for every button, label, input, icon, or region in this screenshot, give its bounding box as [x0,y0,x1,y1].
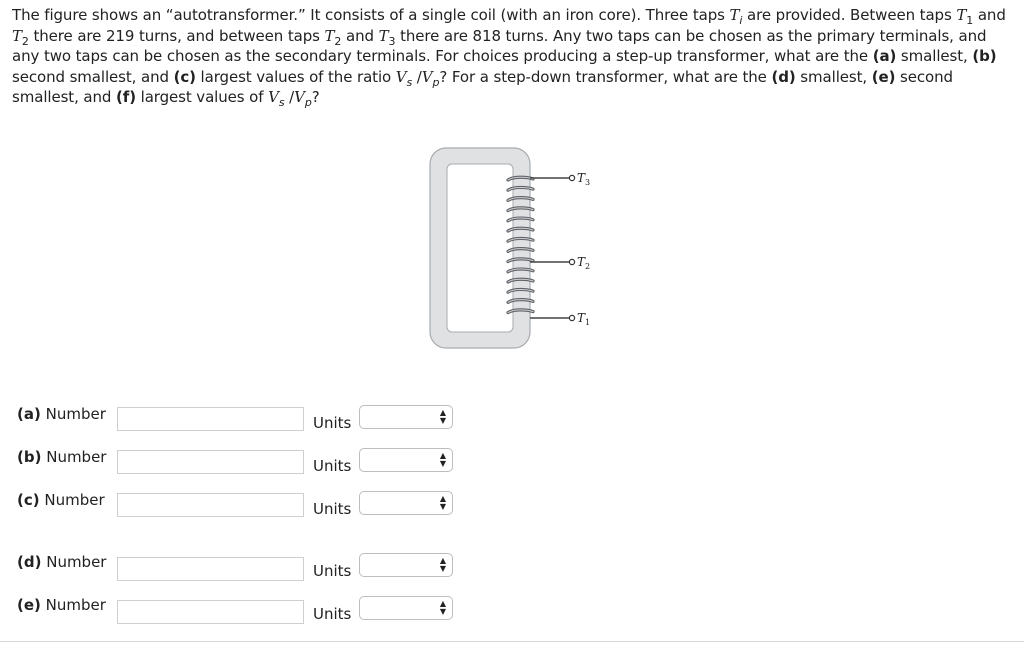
number-input[interactable] [117,493,304,517]
answer-label: (c) Number [17,491,105,509]
autotransformer-figure [420,140,610,355]
units-label: Units [313,414,352,432]
tap-label-t3: $T_3$ [577,171,591,187]
units-label: Units [313,500,352,518]
answer-label: (b) Number [17,448,107,466]
number-input[interactable] [117,450,304,474]
units-select[interactable] [359,448,453,472]
units-select[interactable] [359,553,453,577]
number-input[interactable] [117,600,304,624]
answer-row [0,491,470,521]
problem-statement: The figure shows an “autotransformer.” It consists of a single coil (with an iron core). Three taps $T_i$ are provided. Between taps $T_1$ and $T_2$ there are 219 turns, and between taps $T_2$ and $T_3$ there are 818 turns. Any two taps can be chosen as the primary terminals, and any two taps can be chosen as the secondary terminals. For choices producing a step-up transformer, what are the (a) smallest, (b) second smallest, and (c) largest values of the ratio $V_s$ $/V_p$? For a step-down transformer, what are the (d) smallest, (e) second smallest, and (f) largest values of $V_s$ $/V_p$? [12,6,1006,109]
bottom-divider [0,641,1024,642]
select-arrows-icon: ▲ ▼ [439,599,446,616]
answer-row [0,448,470,478]
tap-label-t1: $T_1$ [577,311,591,327]
answer-label: (e) Number [17,596,106,614]
number-input[interactable] [117,557,304,581]
units-label: Units [313,457,352,475]
number-input[interactable] [117,407,304,431]
answer-row [0,405,470,435]
tap-terminal-t2 [569,259,574,264]
answer-label: (a) Number [17,405,106,423]
iron-core-window [447,164,513,332]
tap-terminal-t1 [569,315,574,320]
tap-label-t2: $T_2$ [577,255,591,271]
tap-terminal-t3 [569,175,574,180]
select-arrows-icon: ▲ ▼ [439,494,446,511]
answer-row [0,596,470,626]
units-label: Units [313,562,352,580]
answer-label: (d) Number [17,553,107,571]
select-arrows-icon: ▲ ▼ [439,408,446,425]
units-select[interactable] [359,596,453,620]
answer-row [0,553,470,583]
select-arrows-icon: ▲ ▼ [439,556,446,573]
units-label: Units [313,605,352,623]
units-select[interactable] [359,491,453,515]
units-select[interactable] [359,405,453,429]
select-arrows-icon: ▲ ▼ [439,451,446,468]
